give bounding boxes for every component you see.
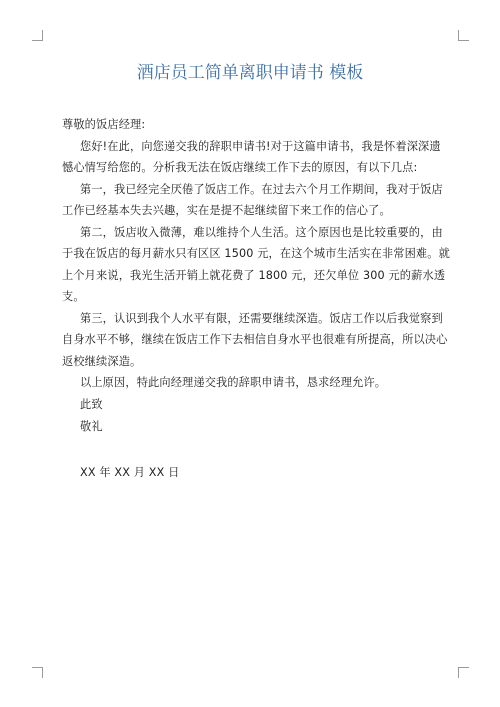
paragraph-reason-2: 第二，饭店收入微薄，难以维持个人生活。这个原因也是比较重要的，由于我在饭店的每月薪水只有区区 1500 元，在这个城市生活实在非常困难。就上个月来说，我光生活开销上就花费了 1800 元，还欠单位 300 元的薪水透支。 bbox=[62, 225, 450, 304]
salutation: 尊敬的饭店经理: bbox=[62, 118, 146, 131]
paragraph-intro: 您好!在此，向您递交我的辞职申请书!对于这篇申请书，我是怀着深深遗憾心情写给您的。分析我无法在饭店继续工作下去的原因，有以下几点: bbox=[62, 139, 441, 175]
closing-ci-zhi: 此致 bbox=[80, 398, 103, 412]
crop-mark-bottom-left bbox=[32, 667, 43, 678]
crop-mark-bottom-right bbox=[458, 667, 469, 678]
letter-body bbox=[62, 114, 452, 437]
date-line: XX 年 XX 月 XX 日 bbox=[80, 466, 180, 479]
crop-mark-top-right bbox=[458, 30, 469, 41]
paragraph-reason-1: 第一，我已经完全厌倦了饭店工作。在过去六个月工作期间，我对于饭店工作已经基本失去兴趣，实在是提不起继续留下来工作的信心了。 bbox=[62, 182, 443, 218]
document-title: 酒店员工简单离职申请书 模板 bbox=[136, 63, 364, 83]
closing-jing-li: 敬礼 bbox=[80, 419, 103, 433]
paragraph-reason-3: 第三，认识到我个人水平有限，还需要继续深造。饭店工作以后我觉察到自身水平不够，继续在饭店工作下去相信自身水平也很难有所提高，所以决心返校继续深造。 bbox=[62, 311, 448, 368]
paragraph-conclusion: 以上原因，特此向经理递交我的辞职申请书，恳求经理允许。 bbox=[80, 376, 387, 390]
crop-mark-top-left bbox=[32, 30, 43, 41]
